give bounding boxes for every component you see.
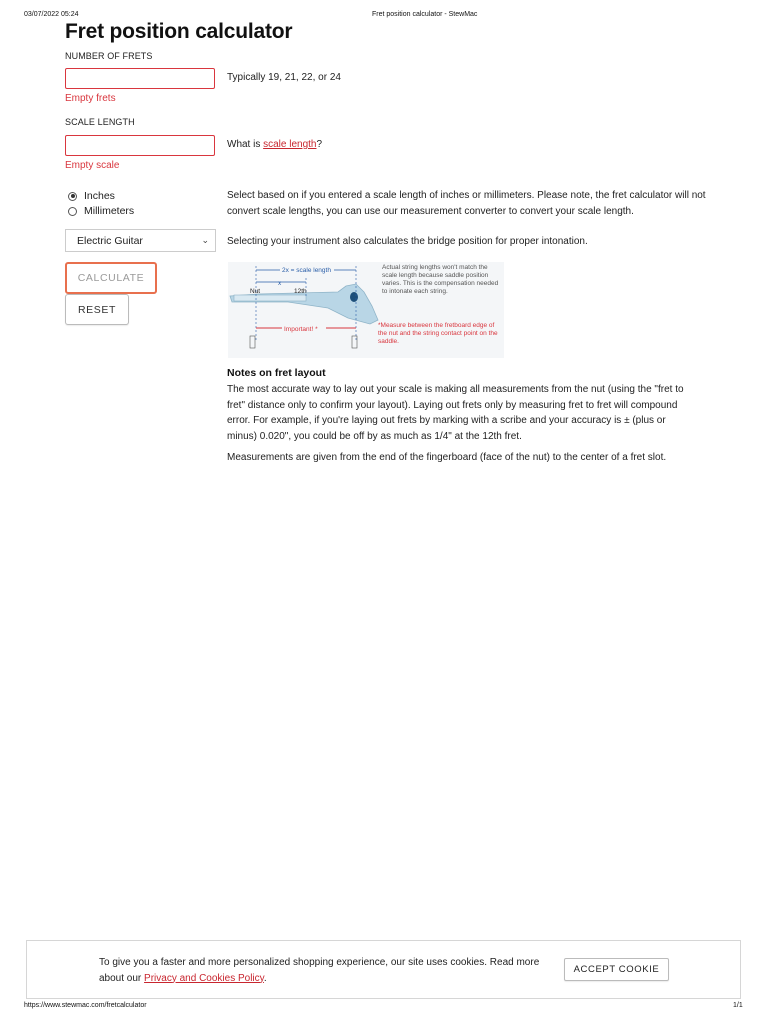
scale-error: Empty scale bbox=[65, 160, 120, 171]
scale-hint bbox=[227, 139, 322, 150]
diagram-footnote: *Measure between the fretboard edge of the nut and the string contact point on the saddle. bbox=[378, 322, 498, 345]
page-title: Fret position calculator bbox=[65, 20, 293, 43]
accept-cookie-button[interactable]: ACCEPT COOKIE bbox=[564, 958, 669, 981]
cookie-text bbox=[99, 955, 549, 986]
notes-paragraph-2: Measurements are given from the end of the fingerboard (face of the nut) to the center of a fret slot. bbox=[227, 452, 667, 463]
diagram-nut-label: Nut bbox=[250, 288, 261, 295]
scale-length-link[interactable]: scale length bbox=[263, 139, 317, 150]
pickup bbox=[350, 292, 358, 302]
scale-hint-suffix: ? bbox=[316, 139, 323, 150]
notes-paragraph-1: The most accurate way to lay out your scale is making all measurements from the nut (using the "fret to fret" distance only to confirm your layout). Laying out frets only by measuring fret to fret will compound error. For example, if you're laying out frets by marking with a scribe and your accuracy is ± (plus or minus) 0.020", you could be off by as much as 1/4" at the 12th fret. bbox=[227, 384, 684, 442]
print-datetime: 03/07/2022 05:24 bbox=[24, 11, 79, 18]
scale-hint-text: What is bbox=[227, 139, 264, 150]
privacy-policy-link[interactable]: Privacy and Cookies Policy bbox=[144, 972, 264, 984]
cookie-text-body: To give you a faster and more personalized shopping experience, our site uses cookies. Read more about our bbox=[99, 957, 540, 984]
units-note: Select based on if you entered a scale length of inches or millimeters. Please note, the fret calculator will not convert scale lengths, you can use our measurement converter to convert your scale length. bbox=[227, 190, 706, 217]
instrument-note: Selecting your instrument also calculates the bridge position for proper intonation. bbox=[227, 236, 588, 247]
print-page-title: Fret position calculator - StewMac bbox=[372, 11, 478, 18]
radio-inches-label: Inches bbox=[84, 190, 115, 202]
frets-hint: Typically 19, 21, 22, or 24 bbox=[227, 72, 341, 83]
diagram-scale-label: 2x = scale length bbox=[282, 267, 331, 274]
cookie-text-suffix: . bbox=[263, 972, 267, 984]
instrument-selected-value: Electric Guitar bbox=[77, 234, 143, 247]
instrument-select[interactable] bbox=[65, 229, 216, 252]
diagram-caption-box bbox=[382, 264, 502, 314]
notes-heading: Notes on fret layout bbox=[227, 367, 326, 379]
radio-millimeters[interactable] bbox=[68, 205, 134, 217]
radio-selected-icon[interactable] bbox=[68, 192, 77, 201]
print-page-number: 1/1 bbox=[733, 1002, 743, 1009]
frets-error: Empty frets bbox=[65, 93, 116, 104]
fretboard bbox=[234, 295, 306, 301]
frets-label: NUMBER OF FRETS bbox=[65, 51, 153, 61]
radio-unselected-icon[interactable] bbox=[68, 207, 77, 216]
diagram-twelfth-label: 12th bbox=[294, 288, 307, 295]
radio-inches[interactable] bbox=[68, 190, 115, 202]
print-url: https://www.stewmac.com/fretcalculator bbox=[24, 1002, 147, 1009]
reset-button[interactable]: RESET bbox=[65, 294, 129, 325]
diagram-important-label: Important! * bbox=[284, 326, 318, 333]
frets-input[interactable] bbox=[65, 68, 215, 89]
scale-length-diagram bbox=[228, 262, 504, 358]
radio-millimeters-label: Millimeters bbox=[84, 205, 135, 217]
diagram-caption: Actual string lengths won't match the scale length because saddle position varies. This is the compensation needed to intonate each string. bbox=[382, 264, 499, 295]
scale-input[interactable] bbox=[65, 135, 215, 156]
diagram-x-label: x bbox=[278, 280, 282, 287]
chevron-down-icon: ⌄ bbox=[201, 235, 209, 245]
cookie-banner bbox=[26, 940, 741, 999]
calculate-button[interactable]: CALCULATE bbox=[65, 262, 157, 294]
scale-label: SCALE LENGTH bbox=[65, 117, 135, 127]
diagram-footnote-box bbox=[378, 322, 502, 356]
